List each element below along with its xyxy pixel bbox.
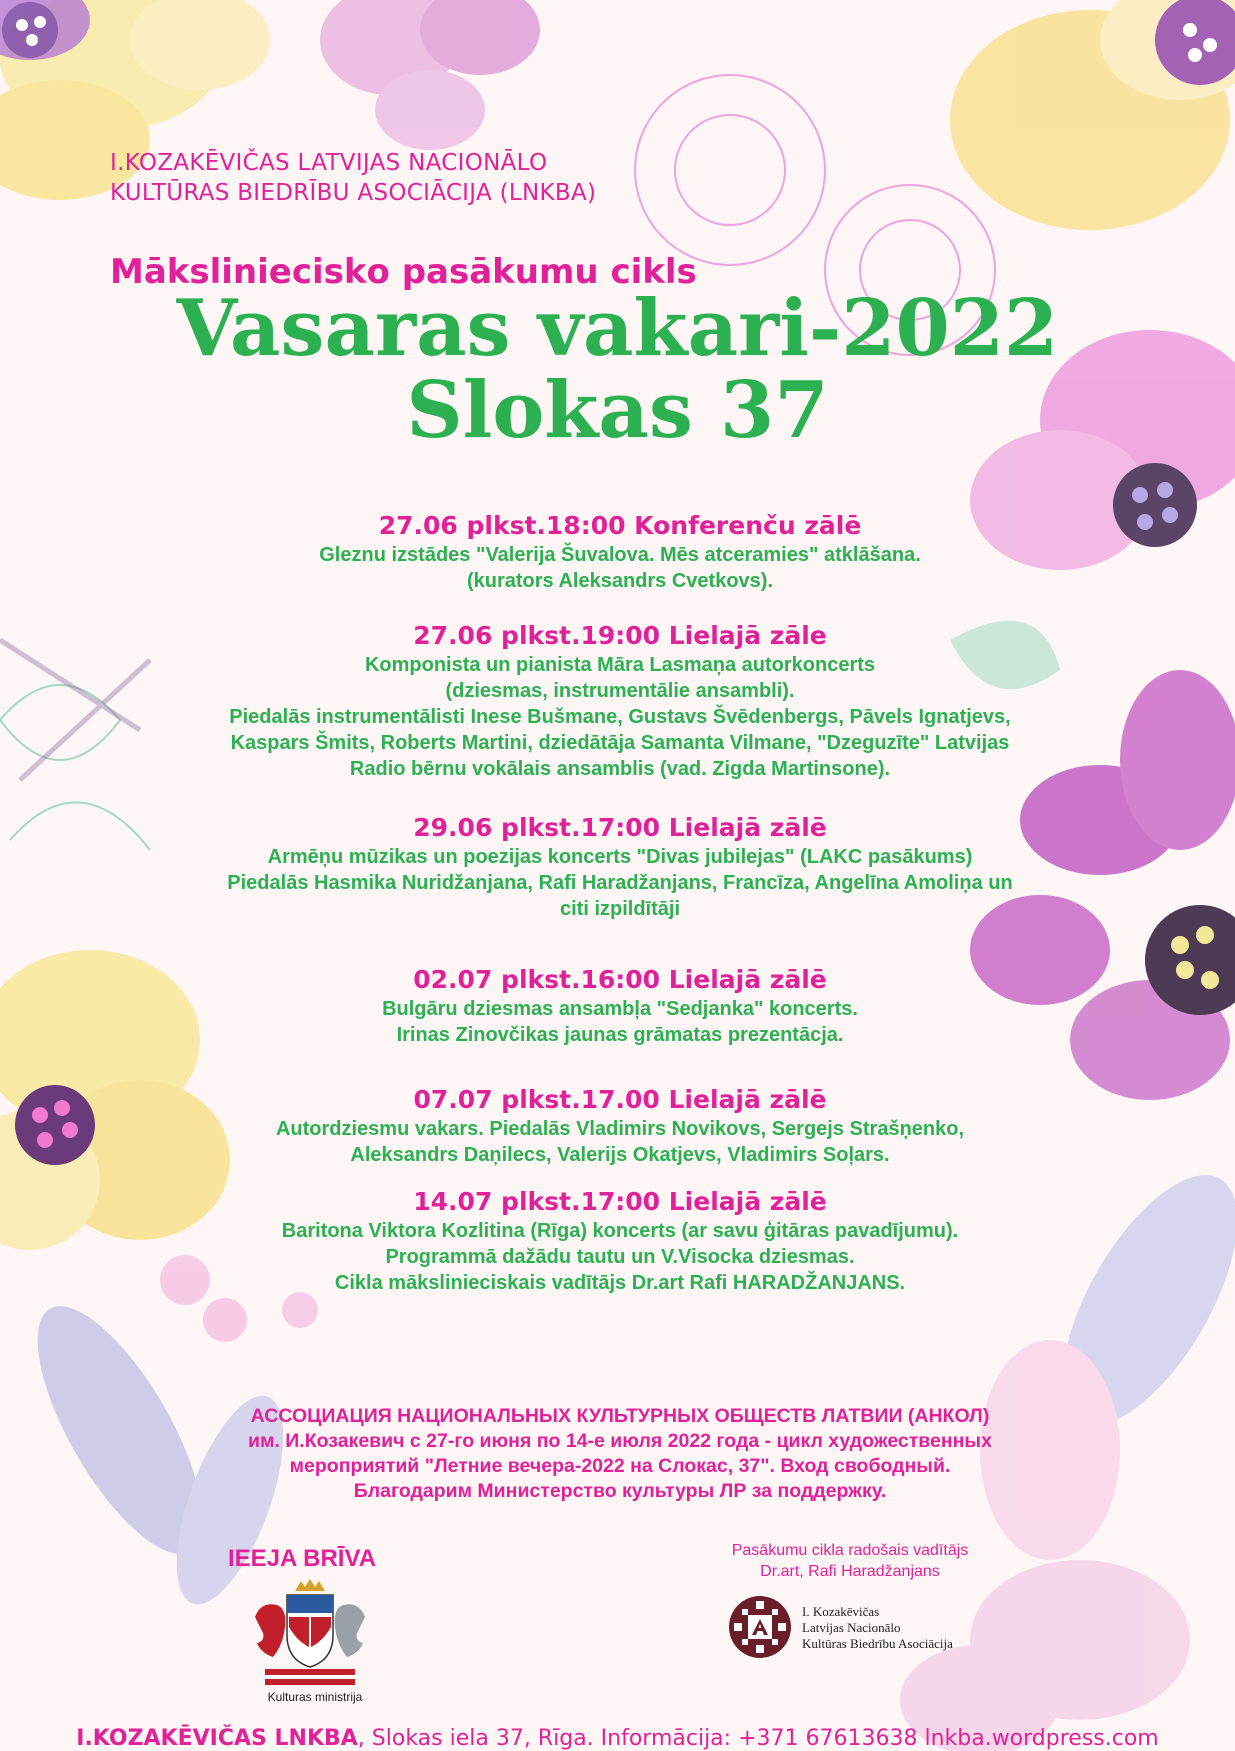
event-item	[140, 1084, 1100, 1168]
purple-stems-left	[0, 640, 150, 780]
flower-center-bottom-left	[15, 1085, 95, 1165]
ministry-caption: Kulturas ministrija	[267, 1690, 363, 1704]
footer-address: , Slokas iela 37, Rīga. Informācija: +371 67613638 lnkba.wordpress.com	[357, 1726, 1159, 1751]
pink-flower-top	[320, 0, 540, 150]
event-item	[140, 1186, 1100, 1296]
lnkba-text-line: Kultūras Biedrību Asociācija	[802, 1636, 953, 1651]
page-title	[60, 283, 1175, 456]
event-description: Kaspars Šmits, Roberts Martini, dziedātāja Samanta Vilmane, "Dzeguzīte" Latvijas	[230, 732, 1010, 754]
event-description: Cikla mākslinieciskais vadītājs Dr.art Rafi HARADŽANJANS.	[334, 1272, 906, 1294]
event-description: Baritona Viktora Kozlitina (Rīga) koncerts (ar savu ģitāras pavadījumu).	[281, 1220, 959, 1242]
footer-org-name: I.KOZAKĒVIČAS LNKBA	[76, 1726, 358, 1751]
event-description: Radio bērnu vokālais ansamblis (vad. Zigda Martinsone).	[349, 758, 891, 780]
lnkba-logo-text	[802, 1604, 953, 1652]
event-description: Armēņu mūzikas un poezijas koncerts "Divas jubilejas" (LAKC pasākums)	[267, 846, 973, 868]
free-entry-label: IEEJA BRĪVA	[228, 1545, 377, 1572]
event-description: Programmā dažādu tautu un V.Visocka dziesmas.	[385, 1246, 855, 1268]
lead-line-2: Dr.art, Rafi Haradžanjans	[760, 1563, 940, 1580]
event-heading: 07.07 plkst.17.00 Lielajā zālē	[413, 1085, 827, 1114]
lead-line-1: Pasākumu cikla radošais vadītājs	[731, 1542, 969, 1559]
footer-contact	[60, 1726, 1175, 1751]
russian-line: Благодарим Министерство культуры ЛР за поддержку.	[353, 1480, 887, 1502]
event-item	[140, 510, 1100, 594]
event-description: Irinas Zinovčikas jaunas grāmatas prezentācja.	[396, 1024, 844, 1046]
event-description: Autordziesmu vakars. Piedalās Vladimirs Novikovs, Sergejs Strašņenko,	[275, 1118, 965, 1140]
title-line-2: Slokas 37	[406, 365, 829, 456]
russian-announcement	[120, 1404, 1120, 1504]
title-line-1: Vasaras vakari-2022	[176, 283, 1059, 374]
russian-line: мероприятий "Летние вечера-2022 на Слокас, 37". Вход свободный.	[289, 1455, 951, 1477]
russian-line: им. И.Козакевич с 27-го июня по 14-е июля 2022 года - цикл художественных	[248, 1430, 992, 1452]
pink-flower-bottom-right	[900, 1560, 1190, 1751]
event-description: Gleznu izstādes "Valerija Šuvalova. Mēs atceramies" atklāšana.	[319, 544, 921, 566]
event-item	[140, 964, 1100, 1048]
event-description: (dziesmas, instrumentālie ansambli).	[445, 680, 795, 702]
event-list	[140, 510, 1100, 1296]
event-description: citi izpildītāji	[559, 898, 680, 920]
lnkba-logo-icon	[728, 1595, 792, 1659]
event-heading: 29.06 plkst.17:00 Lielajā zālē	[413, 813, 827, 842]
event-description: (kurators Aleksandrs Cvetkovs).	[466, 570, 774, 592]
event-heading: 27.06 plkst.19:00 Lielajā zāle	[413, 621, 827, 650]
coat-of-arms-logo	[245, 1577, 375, 1687]
series-lead-credit	[680, 1540, 1020, 1582]
lnkba-text-line: Latvijas Nacionālo	[802, 1620, 901, 1635]
org-line-2: KULTŪRAS BIEDRĪBU ASOCIĀCIJA (LNKBA)	[110, 180, 597, 206]
event-description: Bulgāru dziesmas ansambļa "Sedjanka" koncerts.	[382, 998, 858, 1020]
event-description: Aleksandrs Daņilecs, Valerijs Okatjevs, Vladimirs Soļars.	[350, 1144, 890, 1166]
event-description: Komponista un pianista Māra Lasmaņa autorkoncerts	[364, 654, 876, 676]
flower-center-right	[1113, 463, 1197, 547]
green-leaves-left	[0, 685, 150, 850]
org-line-1: I.KOZAKĒVIČAS LATVIJAS NACIONĀLO	[110, 150, 548, 176]
event-item	[140, 812, 1100, 922]
event-item	[140, 620, 1100, 782]
event-description: Piedalās Hasmika Nuridžanjana, Rafi Haradžanjans, Francīza, Angelīna Amoliņa un	[227, 872, 1013, 894]
lnkba-text-line: I. Kozakēvičas	[802, 1604, 880, 1619]
russian-line: АССОЦИАЦИЯ НАЦИОНАЛЬНЫХ КУЛЬТУРНЫХ ОБЩЕСТВ ЛАТВИИ (АНКОЛ)	[250, 1405, 990, 1427]
event-heading: 14.07 plkst.17:00 Lielajā zālē	[413, 1187, 827, 1216]
event-heading: 02.07 plkst.16:00 Lielajā zālē	[413, 965, 827, 994]
event-heading: 27.06 plkst.18:00 Konferenču zālē	[378, 511, 862, 540]
event-series-subtitle: Mākslinieciskо pasākumu cikls	[110, 252, 697, 292]
event-description: Piedalās instrumentālisti Inese Bušmane, Gustavs Švēdenbergs, Pāvels Ignatjevs,	[229, 706, 1011, 728]
organization-name	[110, 148, 810, 208]
